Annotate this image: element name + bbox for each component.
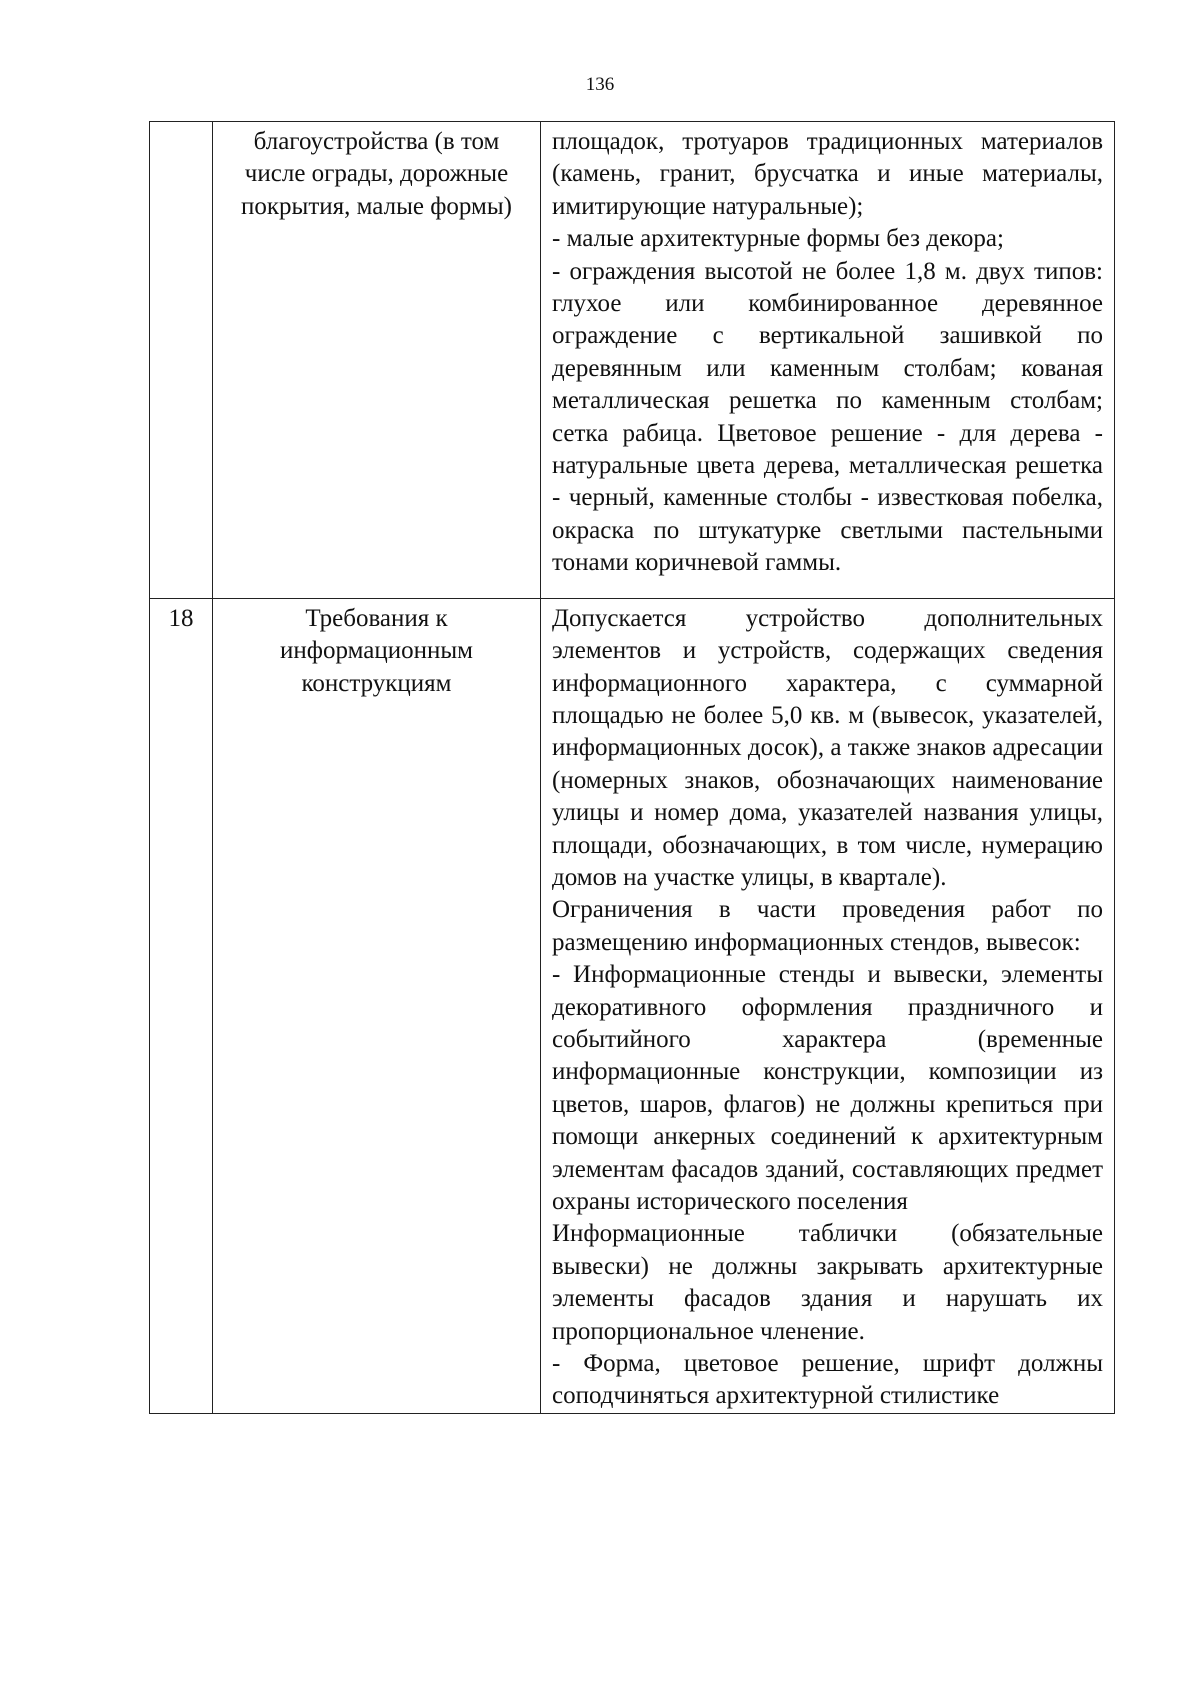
requirements-table [149, 121, 1115, 1414]
description-paragraph: - Информационные стенды и вывески, элементы декоративного оформления праздничного и событийного характера (временные информационные конструкции, композиции из цветов, шаров, флагов) не должны крепиться при помощи анкерных соединений к архитектурным элементам фасадов зданий, составляющих предмет охраны исторического поселения [552, 961, 1103, 1215]
table-row [150, 598, 1115, 1413]
description-paragraph: - Форма, цветовое решение, шрифт должны соподчиняться архитектурной стилистике [552, 1350, 1103, 1410]
description-paragraph: Информационные таблички (обязательные вывески) не должны закрывать архитектурные элементы фасадов здания и нарушать их пропорциональное членение. [552, 1220, 1103, 1345]
page-number: 136 [585, 74, 615, 95]
description-paragraph: площадок, тротуаров традиционных материалов (камень, гранит, брусчатка и иные материалы, имитирующие натуральные); [552, 128, 1103, 220]
description-paragraph: - малые архитектурные формы без декора; [552, 225, 1004, 253]
row-number-cell [150, 122, 213, 599]
row-number-cell: 18 [150, 598, 213, 1413]
description-paragraph: Ограничения в части проведения работ по размещению информационных стендов, вывесок: [552, 896, 1103, 956]
requirement-name-cell: Требования к информационным конструкциям [213, 598, 541, 1413]
requirement-description-cell [541, 598, 1115, 1413]
requirement-name-cell: благоустройства (в том числе ограды, дорожные покрытия, малые формы) [213, 122, 541, 599]
description-paragraph: Допускается устройство дополнительных элементов и устройств, содержащих сведения информационного характера, с суммарной площадью не более 5,0 кв. м (вывесок, указателей, информационных досок), а также знаков адресации (номерных знаков, обозначающих наименование улицы и номер дома, указателей названия улицы, площади, обозначающих, в том числе, нумерацию домов на участке улицы, в квартале). [552, 604, 1103, 891]
table-row [150, 122, 1115, 599]
requirement-description-cell [541, 122, 1115, 599]
description-paragraph: - ограждения высотой не более 1,8 м. двух типов: глухое или комбинированное деревянное ограждение с вертикальной зашивкой по деревянным или каменным столбам; кованая металлическая решетка по каменным столбам; сетка рабица. Цветовое решение - для дерева - натуральные цвета дерева, металлическая решетка - черный, каменные столбы - известковая побелка, окраска по штукатурке светлыми пастельными тонами коричневой гаммы. [552, 257, 1103, 577]
